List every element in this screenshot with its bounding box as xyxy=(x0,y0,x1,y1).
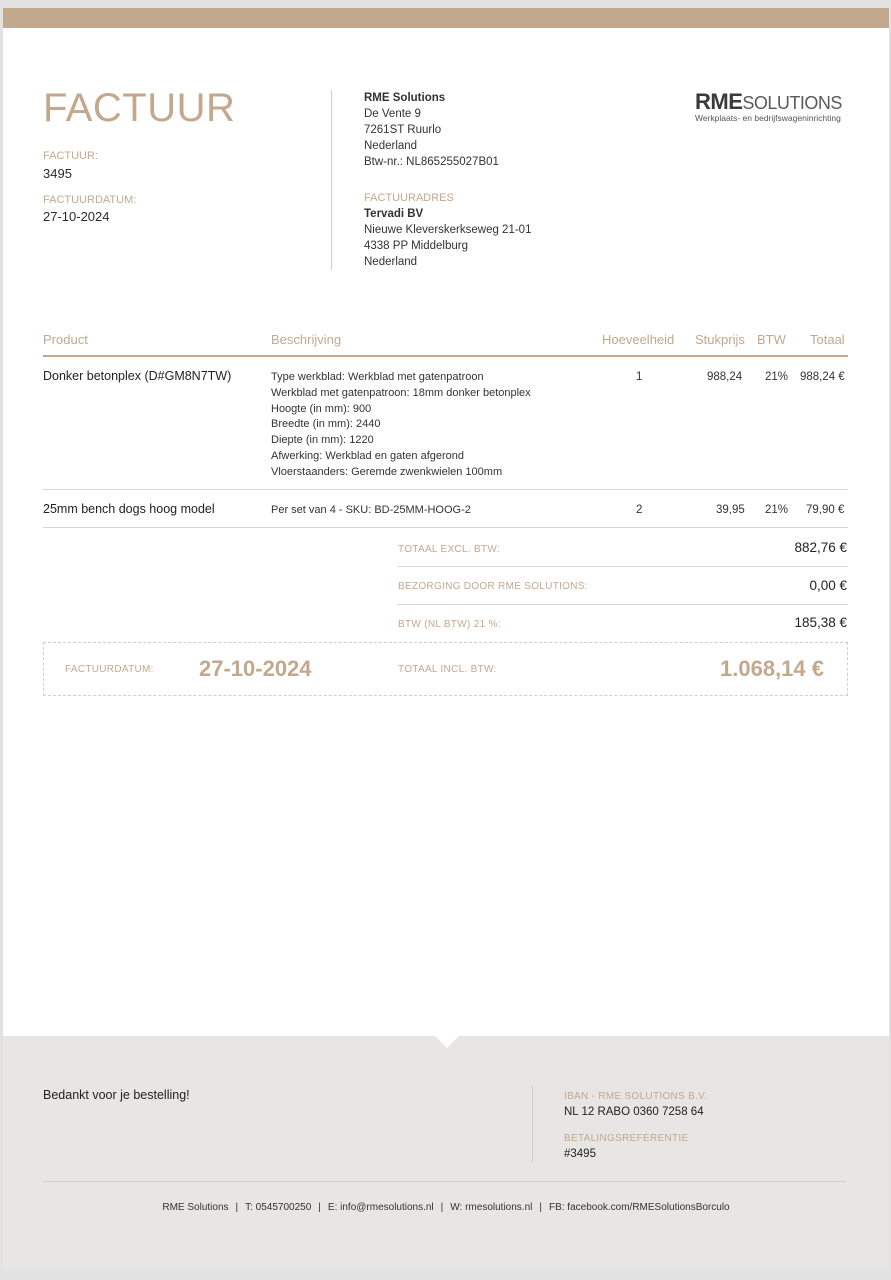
logo-tagline: Werkplaats- en bedrijfswageninrichting xyxy=(695,113,841,123)
contact-website[interactable]: W: rmesolutions.nl xyxy=(450,1202,533,1213)
seller-street: De Vente 9 xyxy=(364,108,421,120)
page-title: FACTUUR xyxy=(43,86,236,130)
footer xyxy=(3,1036,889,1270)
billing-country: Nederland xyxy=(364,256,418,268)
billing-name: Tervadi BV xyxy=(364,208,424,220)
row1-product: Donker betonplex (D#GM8N7TW) xyxy=(43,369,232,383)
col-header-total: Totaal xyxy=(810,332,845,347)
billing-address xyxy=(364,190,531,270)
top-accent-bar xyxy=(3,8,889,28)
seller-city: 7261ST Ruurlo xyxy=(364,124,442,136)
total-box xyxy=(43,642,848,696)
logo-wordmark: RMESOLUTIONS xyxy=(695,89,842,114)
vat-label: BTW (NL BTW) 21 %: xyxy=(398,619,501,630)
col-header-description: Beschrijving xyxy=(271,332,342,347)
row1-total: 988,24 € xyxy=(800,371,845,383)
col-header-unit-price: Stukprijs xyxy=(695,332,745,347)
seller-vat: Btw-nr.: NL865255027B01 xyxy=(364,156,499,168)
footer-rule xyxy=(43,1181,846,1182)
seller-address xyxy=(364,90,499,170)
billing-label: FACTUURADRES xyxy=(364,192,454,204)
row1-unit-price: 988,24 xyxy=(707,371,743,383)
billing-street: Nieuwe Kleverskerkseweg 21-01 xyxy=(364,224,532,236)
invoice-number-label: FACTUUR: xyxy=(43,150,98,162)
contact-facebook[interactable]: FB: facebook.com/RMESolutionsBorculo xyxy=(548,1202,730,1213)
summary-divider xyxy=(398,566,848,567)
vat-value: 185,38 € xyxy=(794,615,847,630)
delivery-value: 0,00 € xyxy=(809,578,847,593)
seller-country: Nederland xyxy=(364,140,418,152)
row1-qty: 1 xyxy=(636,371,643,383)
header-divider xyxy=(331,90,332,270)
contact-phone[interactable]: T: 0545700250 xyxy=(245,1202,312,1213)
row1-vat: 21% xyxy=(765,371,789,383)
row2-total: 79,90 € xyxy=(806,504,845,516)
thanks-message: Bedankt voor je bestelling! xyxy=(43,1088,190,1102)
footer-divider xyxy=(532,1086,533,1162)
col-header-quantity: Hoeveelheid xyxy=(602,332,675,347)
col-header-product: Product xyxy=(43,332,88,347)
row1-description: Type werkblad: Werkblad met gatenpatroon Werkblad met gatenpatroon: 18mm donker betonplex Hoogte (in mm): 900 Breedte (in mm): 2440 Diepte (in mm): 1220 Afwerking: Werkblad en gaten afgerond Vloerstaanders: Geremde zwenkwielen 100mm xyxy=(271,371,531,478)
subtotal-value: 882,76 € xyxy=(794,540,847,555)
grand-total-label: TOTAAL INCL. BTW: xyxy=(398,664,497,675)
subtotal-label: TOTAAL EXCL. BTW: xyxy=(398,544,500,555)
invoice-date: 27-10-2024 xyxy=(43,209,110,224)
header-rule xyxy=(43,355,848,357)
iban-value: NL 12 RABO 0360 7258 64 xyxy=(564,1106,704,1118)
total-date-value: 27-10-2024 xyxy=(199,656,312,681)
contact-line: RME Solutions | T: 0545700250 | E: info@rmesolutions.nl | W: rmesolutions.nl | FB: facebook.com/RMESolutionsBorculo xyxy=(162,1202,730,1213)
payment-reference-value: #3495 xyxy=(564,1148,596,1160)
row2-qty: 2 xyxy=(636,504,643,516)
contact-company: RME Solutions xyxy=(162,1202,229,1213)
company-logo xyxy=(695,90,851,123)
row2-vat: 21% xyxy=(765,504,789,516)
row2-product: 25mm bench dogs hoog model xyxy=(43,502,215,516)
total-date-label: FACTUURDATUM: xyxy=(65,664,154,675)
footer-notch xyxy=(433,1034,461,1048)
iban-label: IBAN - RME SOLUTIONS B.V. xyxy=(564,1091,708,1102)
payment-reference-label: BETALINGSREFERENTIE xyxy=(564,1133,689,1144)
grand-total-value: 1.068,14 € xyxy=(720,656,824,681)
row2-unit-price: 39,95 xyxy=(716,504,745,516)
seller-name: RME Solutions xyxy=(364,92,446,104)
delivery-label: BEZORGING DOOR RME SOLUTIONS: xyxy=(398,581,588,592)
summary-divider xyxy=(398,604,848,605)
row-divider xyxy=(43,527,848,528)
invoice-number: 3495 xyxy=(43,166,72,181)
invoice-date-label: FACTUURDATUM: xyxy=(43,194,137,206)
invoice-page xyxy=(3,8,889,1270)
row2-description: Per set van 4 - SKU: BD-25MM-HOOG-2 xyxy=(271,504,471,516)
col-header-vat: BTW xyxy=(757,332,786,347)
contact-email[interactable]: E: info@rmesolutions.nl xyxy=(327,1202,434,1213)
row-divider xyxy=(43,489,848,490)
billing-city: 4338 PP Middelburg xyxy=(364,240,468,252)
